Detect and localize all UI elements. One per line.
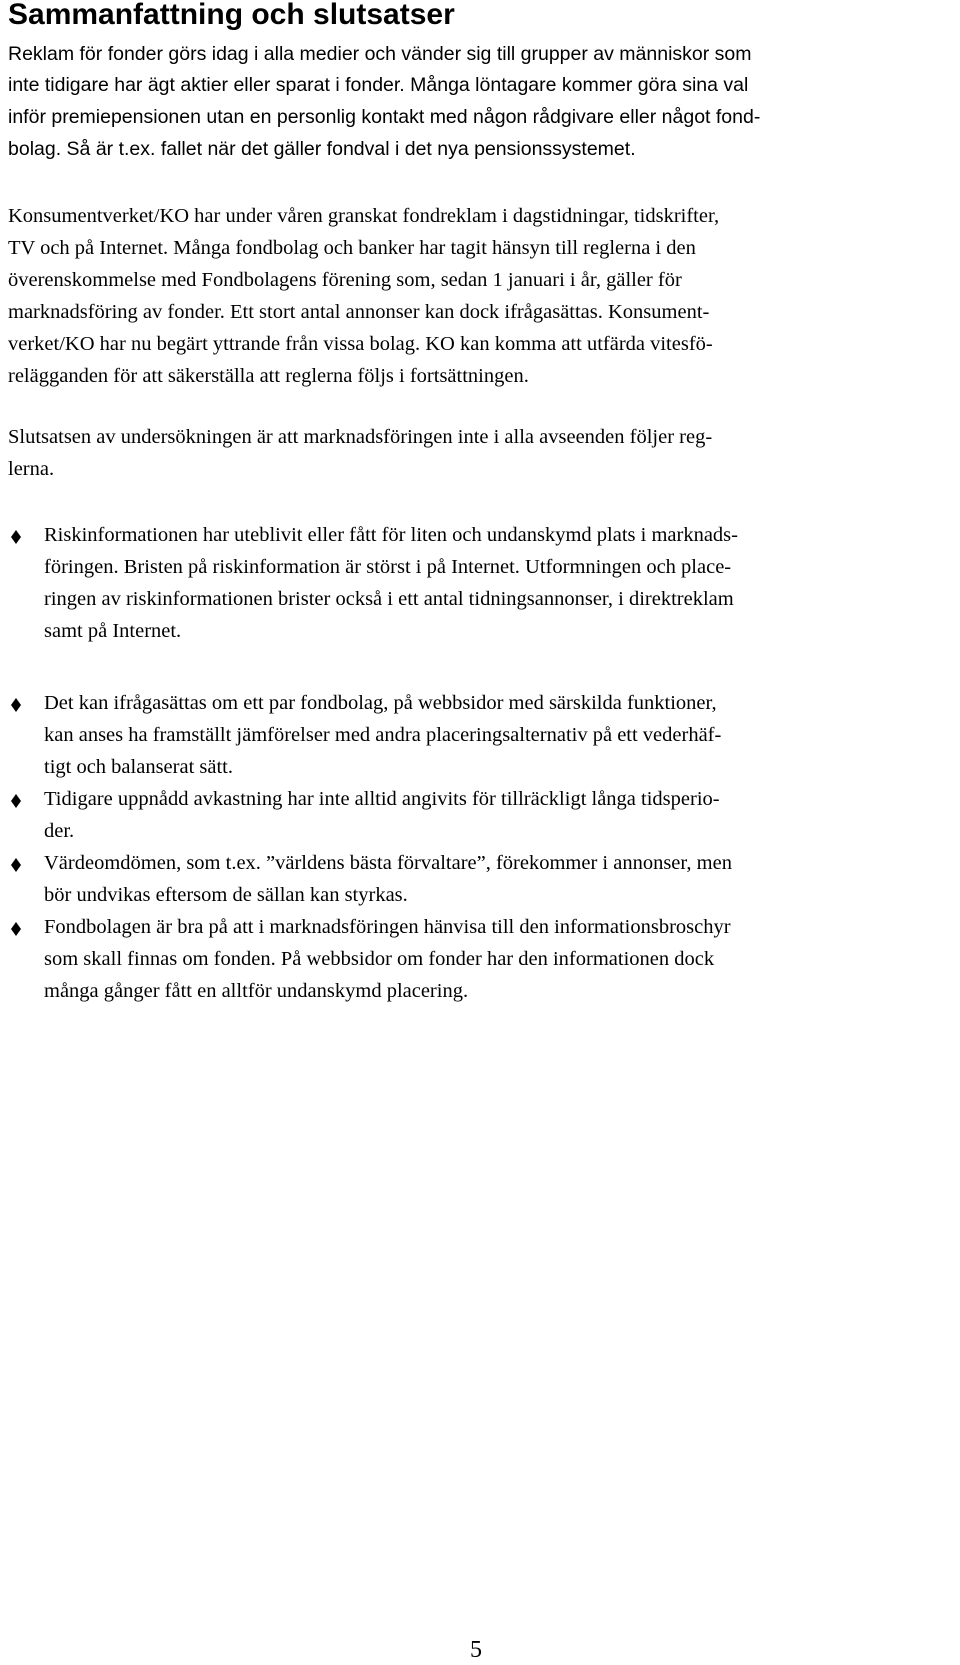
diamond-bullet-icon: [8, 921, 24, 937]
page-title: Sammanfattning och slutsatser: [8, 0, 455, 31]
list-item-line: kan anses ha framställt jämförelser med andra placeringsalternativ på ett vederhäf-: [44, 724, 722, 746]
list-item-line: ringen av riskinformationen brister också i ett antal tidningsannonser, i direktreklam: [44, 588, 734, 610]
intro-line: bolag. Så är t.ex. fallet när det gäller fondval i det nya pensionssystemet.: [8, 138, 636, 160]
list-item-line: Tidigare uppnådd avkastning har inte alltid angivits för tillräckligt långa tidsperio-: [44, 788, 720, 810]
review-line: verket/KO har nu begärt yttrande från vissa bolag. KO kan komma att utfärda vitesfö-: [8, 333, 713, 355]
diamond-bullet-icon: [8, 793, 24, 809]
list-item-line: samt på Internet.: [44, 620, 182, 642]
review-line: relägganden för att säkerställa att reglerna följs i fortsättningen.: [8, 365, 529, 387]
intro-line: Reklam för fonder görs idag i alla medier och vänder sig till grupper av människor som: [8, 43, 752, 65]
intro-line: inför premiepensionen utan en personlig kontakt med någon rådgivare eller något fond-: [8, 106, 761, 128]
review-line: TV och på Internet. Många fondbolag och banker har tagit hänsyn till reglerna i den: [8, 237, 696, 259]
diamond-bullet-icon: [8, 697, 24, 713]
list-item-line: Det kan ifrågasättas om ett par fondbolag, på webbsidor med särskilda funktioner,: [44, 692, 717, 714]
list-item-line: bör undvikas eftersom de sällan kan styrkas.: [44, 884, 408, 906]
list-item-line: Värdeomdömen, som t.ex. ”världens bästa förvaltare”, förekommer i annonser, men: [44, 852, 732, 874]
intro-line: inte tidigare har ägt aktier eller sparat i fonder. Många löntagare kommer göra sina val: [8, 74, 749, 96]
page-number: 5: [470, 1637, 482, 1663]
list-item-line: Fondbolagen är bra på att i marknadsföringen hänvisa till den informationsbroschyr: [44, 916, 731, 938]
list-item-line: tigt och balanserat sätt.: [44, 756, 233, 778]
conclusion-line: lerna.: [8, 458, 55, 480]
conclusion-line: Slutsatsen av undersökningen är att marknadsföringen inte i alla avseenden följer reg-: [8, 426, 713, 448]
diamond-bullet-icon: [8, 857, 24, 873]
list-item-line: många gånger fått en alltför undanskymd placering.: [44, 980, 469, 1002]
diamond-bullet-icon: [8, 529, 24, 545]
list-item-line: som skall finnas om fonden. På webbsidor om fonder har den informationen dock: [44, 948, 715, 970]
review-line: Konsumentverket/KO har under våren granskat fondreklam i dagstidningar, tidskrifter,: [8, 205, 720, 227]
list-item-line: Riskinformationen har uteblivit eller fått för liten och undanskymd plats i marknads-: [44, 524, 738, 546]
review-line: överenskommelse med Fondbolagens förening som, sedan 1 januari i år, gäller för: [8, 269, 682, 291]
list-item-line: föringen. Bristen på riskinformation är störst i på Internet. Utformningen och place-: [44, 556, 732, 578]
list-item-line: der.: [44, 820, 75, 842]
review-line: marknadsföring av fonder. Ett stort antal annonser kan dock ifrågasättas. Konsument-: [8, 301, 710, 323]
